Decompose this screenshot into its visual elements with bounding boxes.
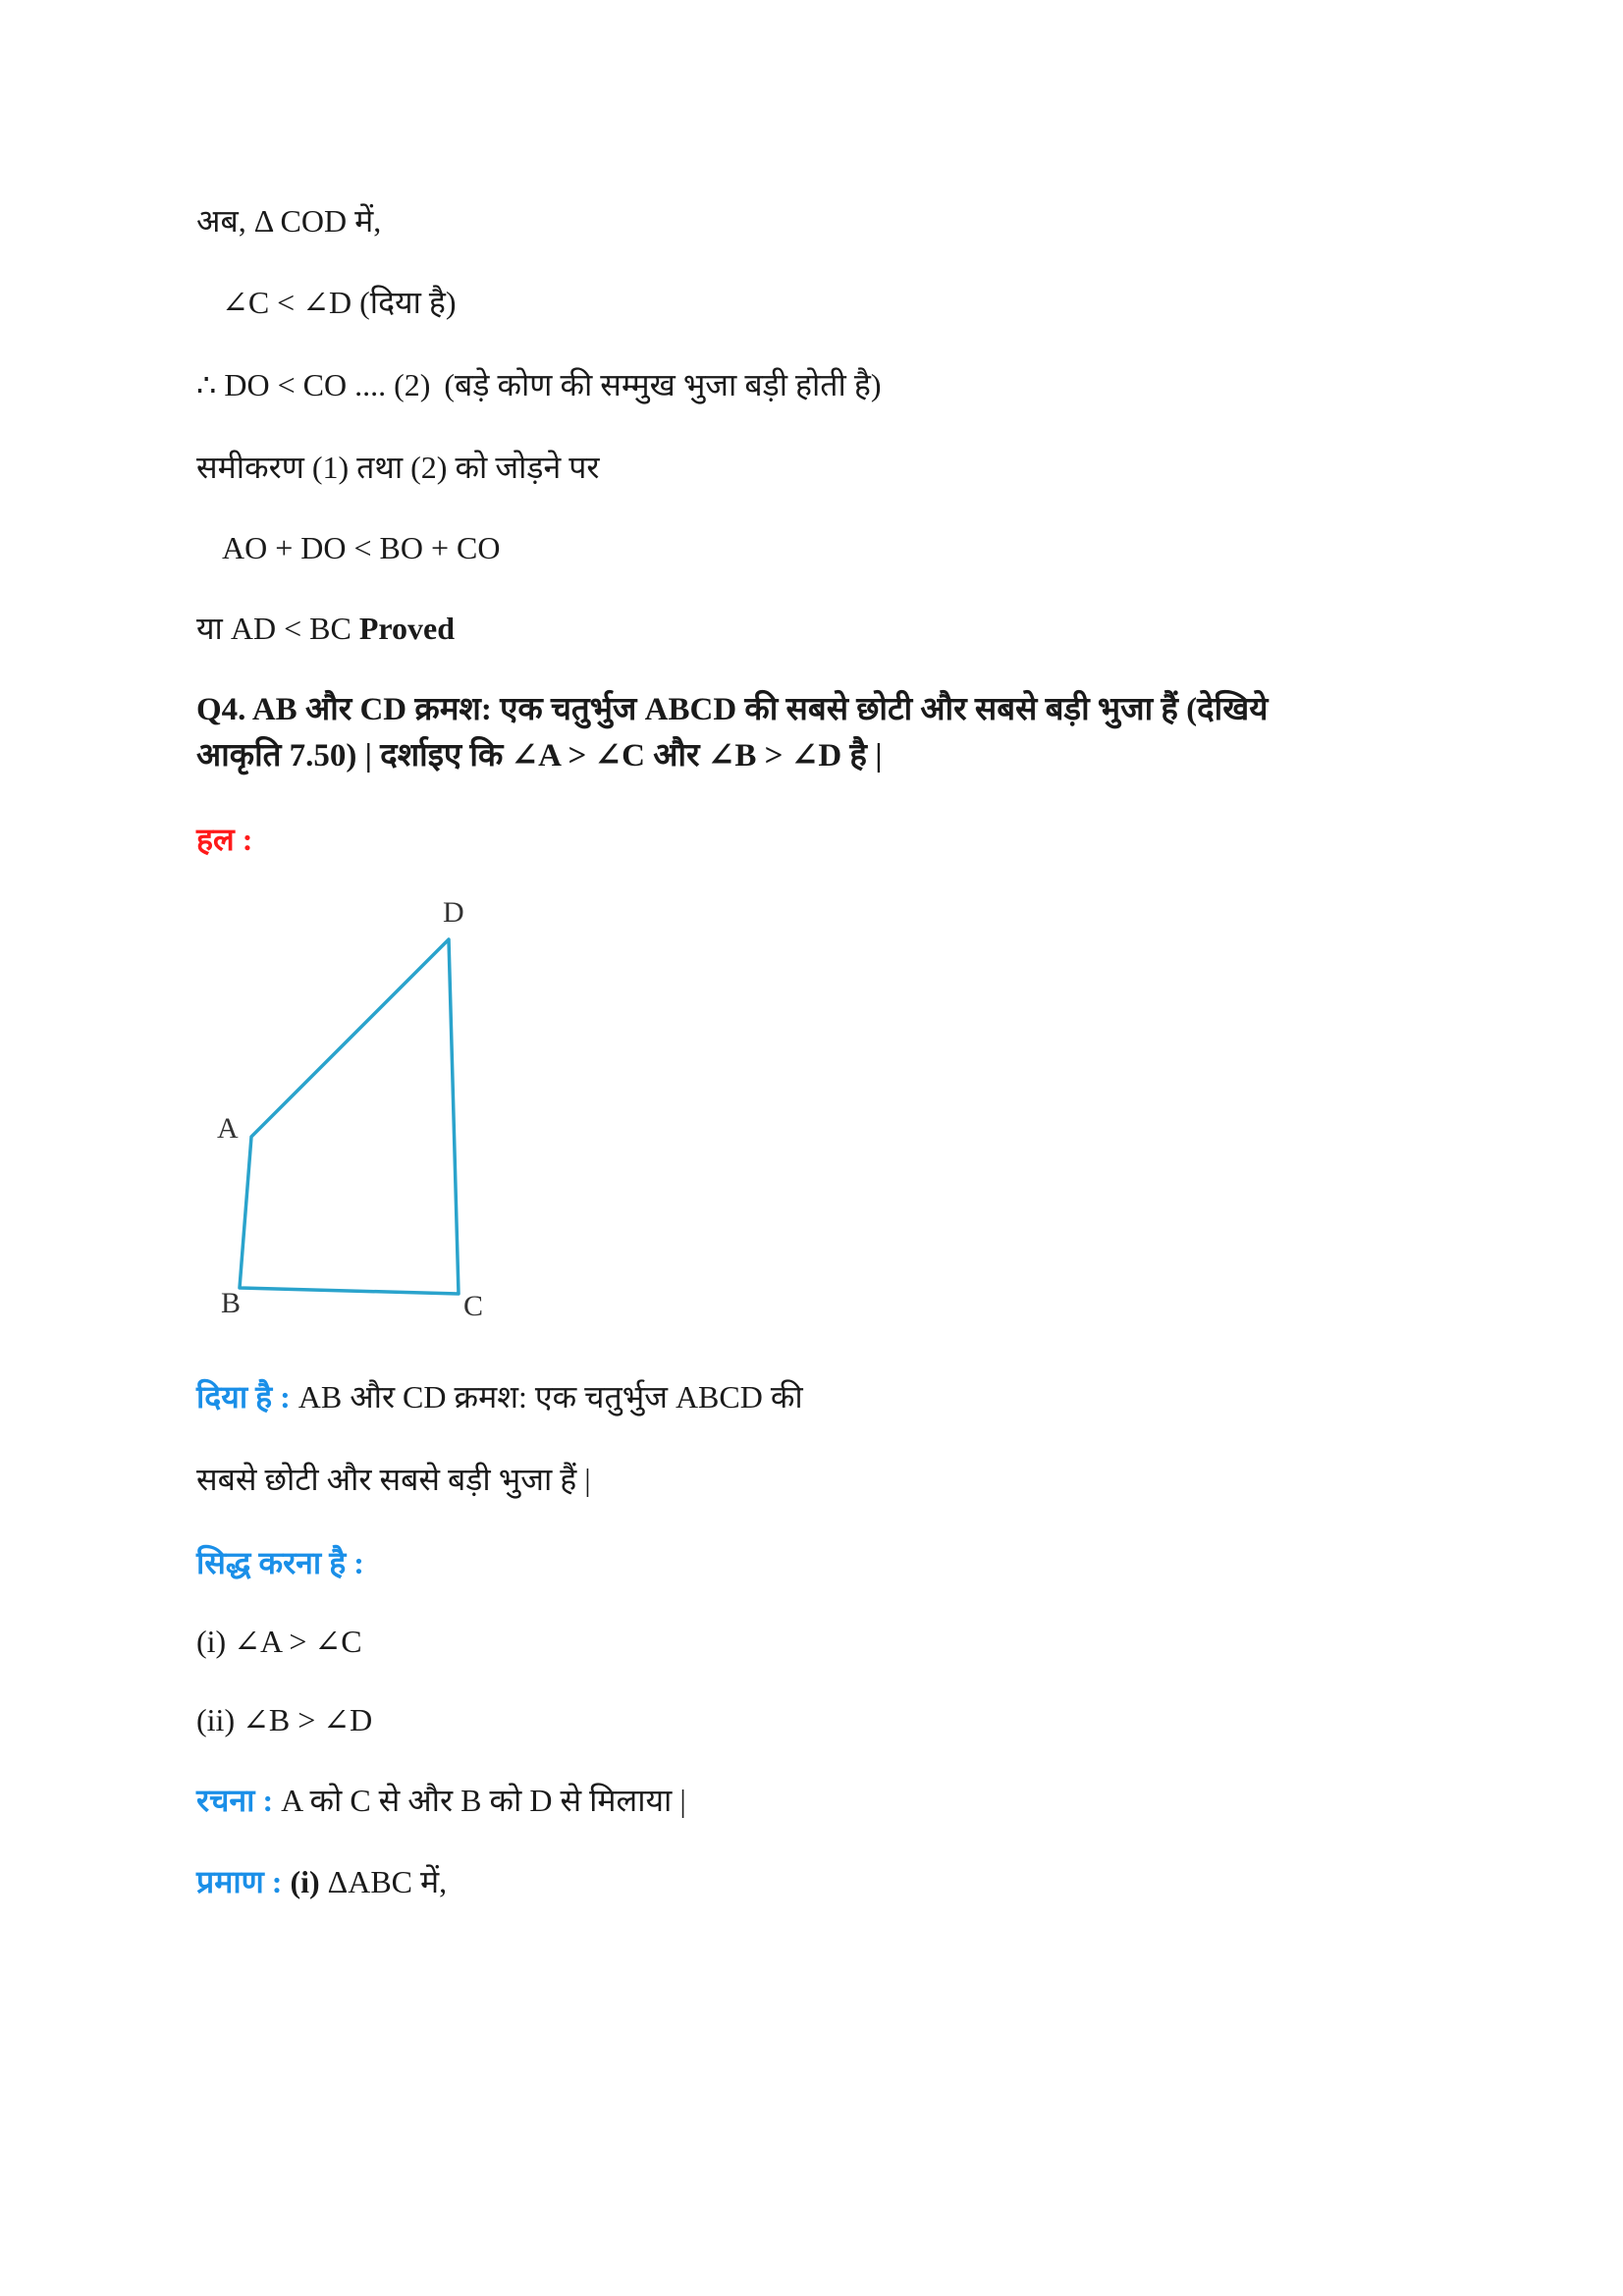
- given-label: दिया है :: [196, 1379, 291, 1415]
- text-adding: समीकरण (1) तथा (2) को जोड़ने पर: [196, 450, 600, 485]
- quadrilateral-abcd: [240, 939, 459, 1294]
- text-line-cod: [196, 201, 381, 240]
- proof-text: ΔABC में,: [327, 1864, 448, 1899]
- text-line-do-co: [196, 365, 881, 404]
- text-line-sum: [222, 528, 500, 567]
- given-text-2: सबसे छोटी और सबसे बड़ी भुजा हैं |: [196, 1462, 591, 1497]
- text-line-adding: [196, 448, 600, 487]
- quadrilateral-diagram: [196, 888, 530, 1330]
- construction-text: A को C से और B को D से मिलाया |: [281, 1783, 686, 1818]
- text-conclusion: या AD < BC: [196, 611, 352, 646]
- proof-line: [196, 1862, 447, 1901]
- text-sum: AO + DO < BO + CO: [222, 530, 501, 565]
- question-text-1: Q4. AB और CD क्रमश: एक चतुर्भुज ABCD की सबसे छोटी और सबसे बड़ी भुजा हैं (देखिये: [196, 692, 1269, 727]
- to-prove-text-2: (ii) ∠B > ∠D: [196, 1702, 373, 1737]
- text-line-angle-given: [222, 283, 457, 322]
- question-text-2: आकृति 7.50) | दर्शाइए कि ∠A > ∠C और ∠B > ∠D है |: [196, 738, 883, 774]
- text-angle-given: ∠C < ∠D (दिया है): [222, 285, 457, 320]
- to-prove-text-1: (i) ∠A > ∠C: [196, 1624, 362, 1659]
- given-line-2: [196, 1460, 591, 1499]
- solution-heading-text: हल :: [196, 822, 253, 857]
- given-line-1: [196, 1377, 803, 1416]
- vertex-label-d: D: [443, 896, 464, 929]
- to-prove-label: सिद्ध करना है :: [196, 1545, 364, 1580]
- solution-heading: [196, 820, 252, 859]
- vertex-label-a: A: [217, 1112, 239, 1145]
- to-prove-heading: [196, 1543, 364, 1582]
- question-line-1: [196, 690, 1268, 729]
- vertex-label-c: C: [463, 1290, 484, 1322]
- construction-line: [196, 1781, 686, 1820]
- quadrilateral-figure: [196, 888, 530, 1330]
- proof-part: (i): [290, 1864, 320, 1899]
- text-reason: (बड़े कोण की सम्मुख भुजा बड़ी होती है): [444, 367, 882, 402]
- to-prove-item-2: [196, 1700, 372, 1739]
- question-line-2: [196, 736, 882, 775]
- given-text: AB और CD क्रमश: एक चतुर्भुज ABCD की: [298, 1379, 803, 1415]
- text-proved: Proved: [358, 611, 455, 646]
- construction-label: रचना :: [196, 1783, 274, 1818]
- text-do-co: ∴ DO < CO .... (2): [196, 367, 431, 402]
- proof-label: प्रमाण :: [196, 1864, 283, 1899]
- text-cod: अब, Δ COD में,: [196, 203, 382, 239]
- text-line-conclusion: [196, 609, 455, 648]
- to-prove-item-1: [196, 1622, 362, 1661]
- vertex-label-b: B: [221, 1287, 242, 1319]
